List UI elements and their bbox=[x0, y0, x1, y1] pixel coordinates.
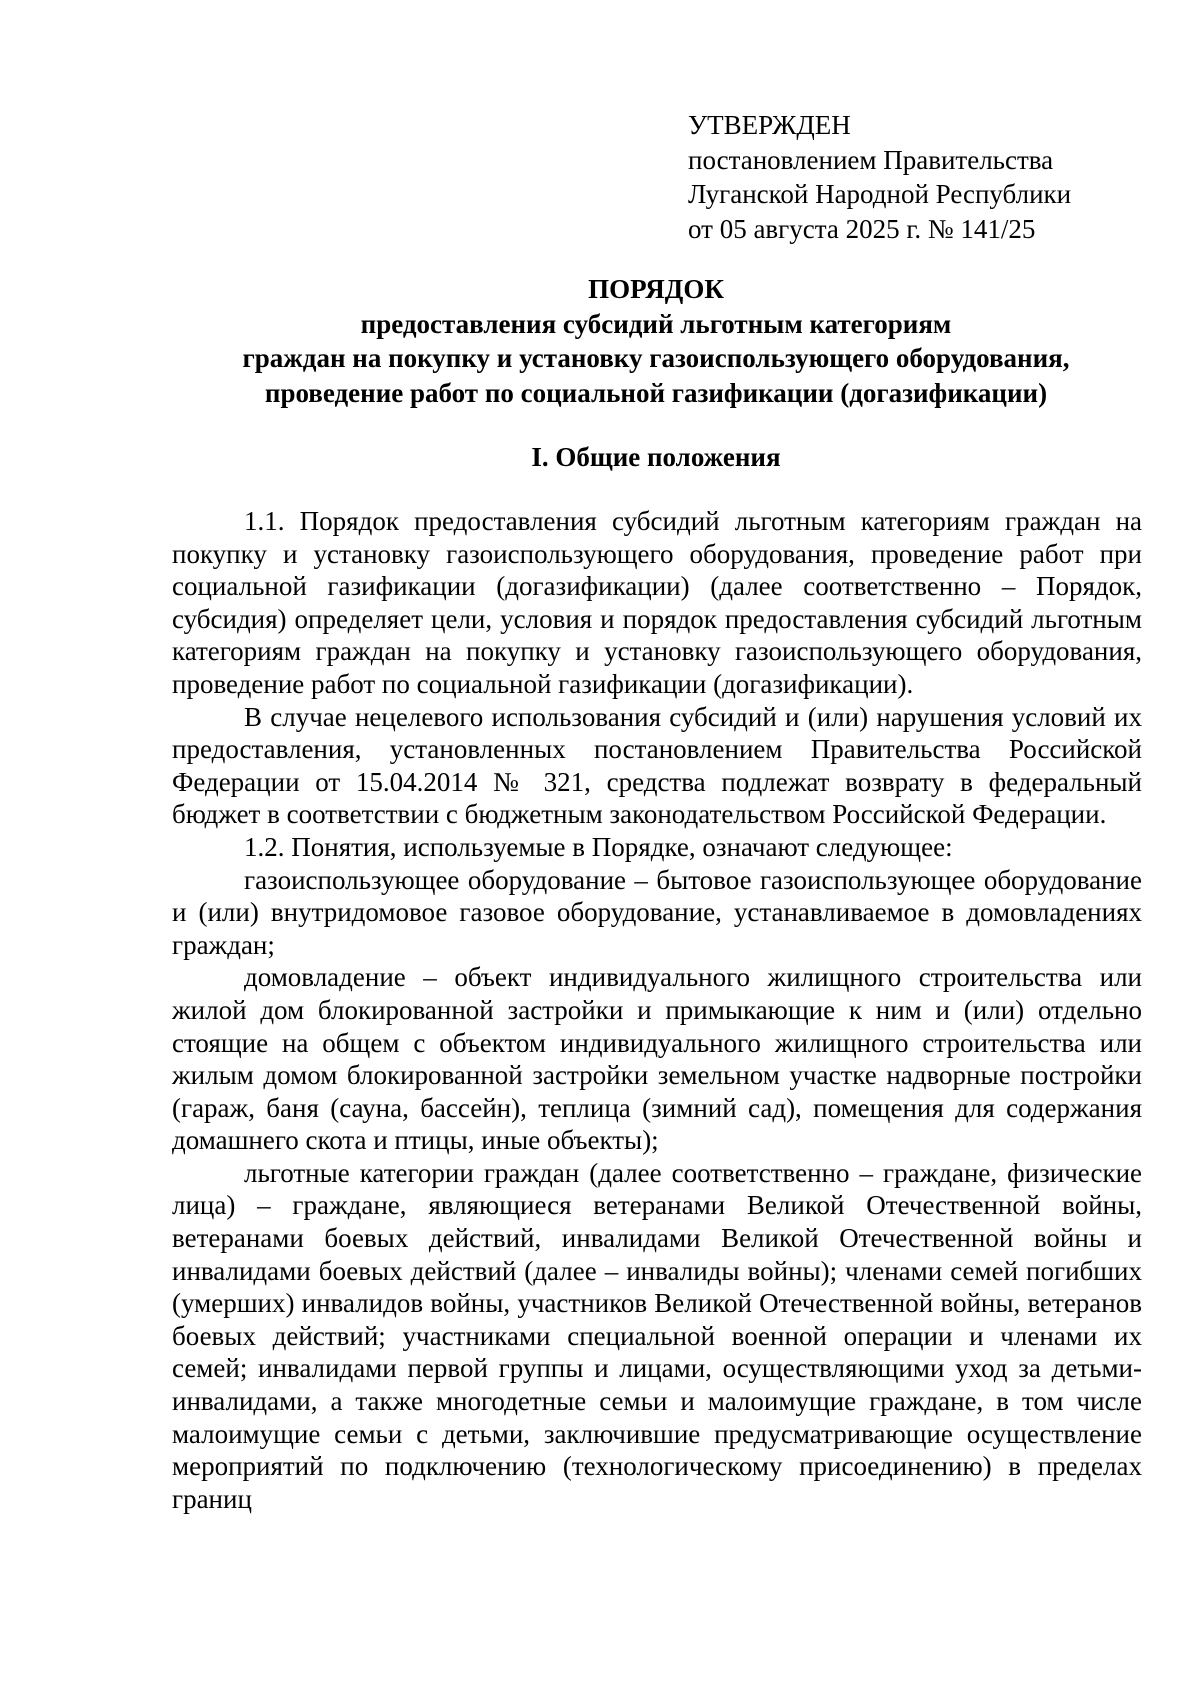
approval-line: Луганской Народной Республики bbox=[688, 179, 1072, 209]
paragraph: газоиспользующее оборудование – бытовое газоиспользующее оборудование и (или) внутридомовое газовое оборудование, устанавливаемое в домовладениях граждан; bbox=[172, 864, 1142, 960]
approval-line: постановлением Правительства bbox=[688, 144, 1054, 175]
approval-stamp bbox=[688, 108, 1168, 246]
paragraph: В случае нецелевого использования субсидий и (или) нарушения условий их предоставления, установленных постановлением Правительства Российской Федерации от 15.04.2014 № 321, средства подлежат возврату в федеральный бюджет в соответствии с бюджетным законодательством Российской Федерации. bbox=[172, 701, 1142, 830]
document-title-line: граждан на покупку и установку газоиспользующего оборудования, bbox=[242, 343, 1070, 373]
paragraph: 1.1. Порядок предоставления субсидий льготным категориям граждан на покупку и установку газоиспользующего оборудования, проведение работ при социальной газификации (догазификации) (далее соответственно – Порядок, субсидия) определяет цели, условия и порядок предоставления субсидий льготным категориям граждан на покупку и установку газоиспользующего оборудования, проведение работ по социальной газификации (догазификации). bbox=[172, 506, 1142, 699]
paragraph: льготные категории граждан (далее соответственно – граждане, физические лица) – граждане, являющиеся ветеранами Великой Отечественной войны, ветеранами боевых действий, инвалидами Великой Отечественной войны и инвалидами боевых действий (далее – инвалиды войны); членами семей погибших (умерших) инвалидов войны, участников Великой Отечественной войны, ветеранов боевых действий; участниками специальной военной операции и членами их семей; инвалидами первой группы и лицами, осуществляющими уход за детьми-инвалидами, а также многодетные семьи и малоимущие граждане, в том числе малоимущие семьи с детьми, заключившие предусматривающие осуществление мероприятий по подключению (технологическому присоединению) в пределах границ bbox=[172, 1157, 1142, 1514]
paragraph: 1.2. Понятия, используемые в Порядке, означают следующее: bbox=[244, 831, 953, 862]
document-title-line: предоставления субсидий льготным категориям bbox=[360, 308, 952, 339]
approval-heading: УТВЕРЖДЕН bbox=[688, 110, 851, 140]
paragraph: домовладение – объект индивидуального жилищного строительства или жилой дом блокированной застройки и примыкающие к ним и (или) отдельно стоящие на общем с объектом индивидуального жилищного строительства или жилым домом блокированной застройки земельном участке надворные постройки (гараж, баня (сауна, бассейн), теплица (зимний сад), помещения для содержания домашнего скота и птицы, иные объекты); bbox=[172, 962, 1142, 1156]
document-title bbox=[170, 272, 1142, 410]
document-body bbox=[172, 505, 1142, 1515]
approval-date-line: от 05 августа 2025 г. № 141/25 bbox=[688, 213, 1036, 244]
document-title-line: проведение работ по социальной газификации (догазификации) bbox=[264, 377, 1048, 408]
section-heading: I. Общие положения bbox=[531, 442, 781, 472]
document-title-main: ПОРЯДОК bbox=[588, 274, 724, 304]
